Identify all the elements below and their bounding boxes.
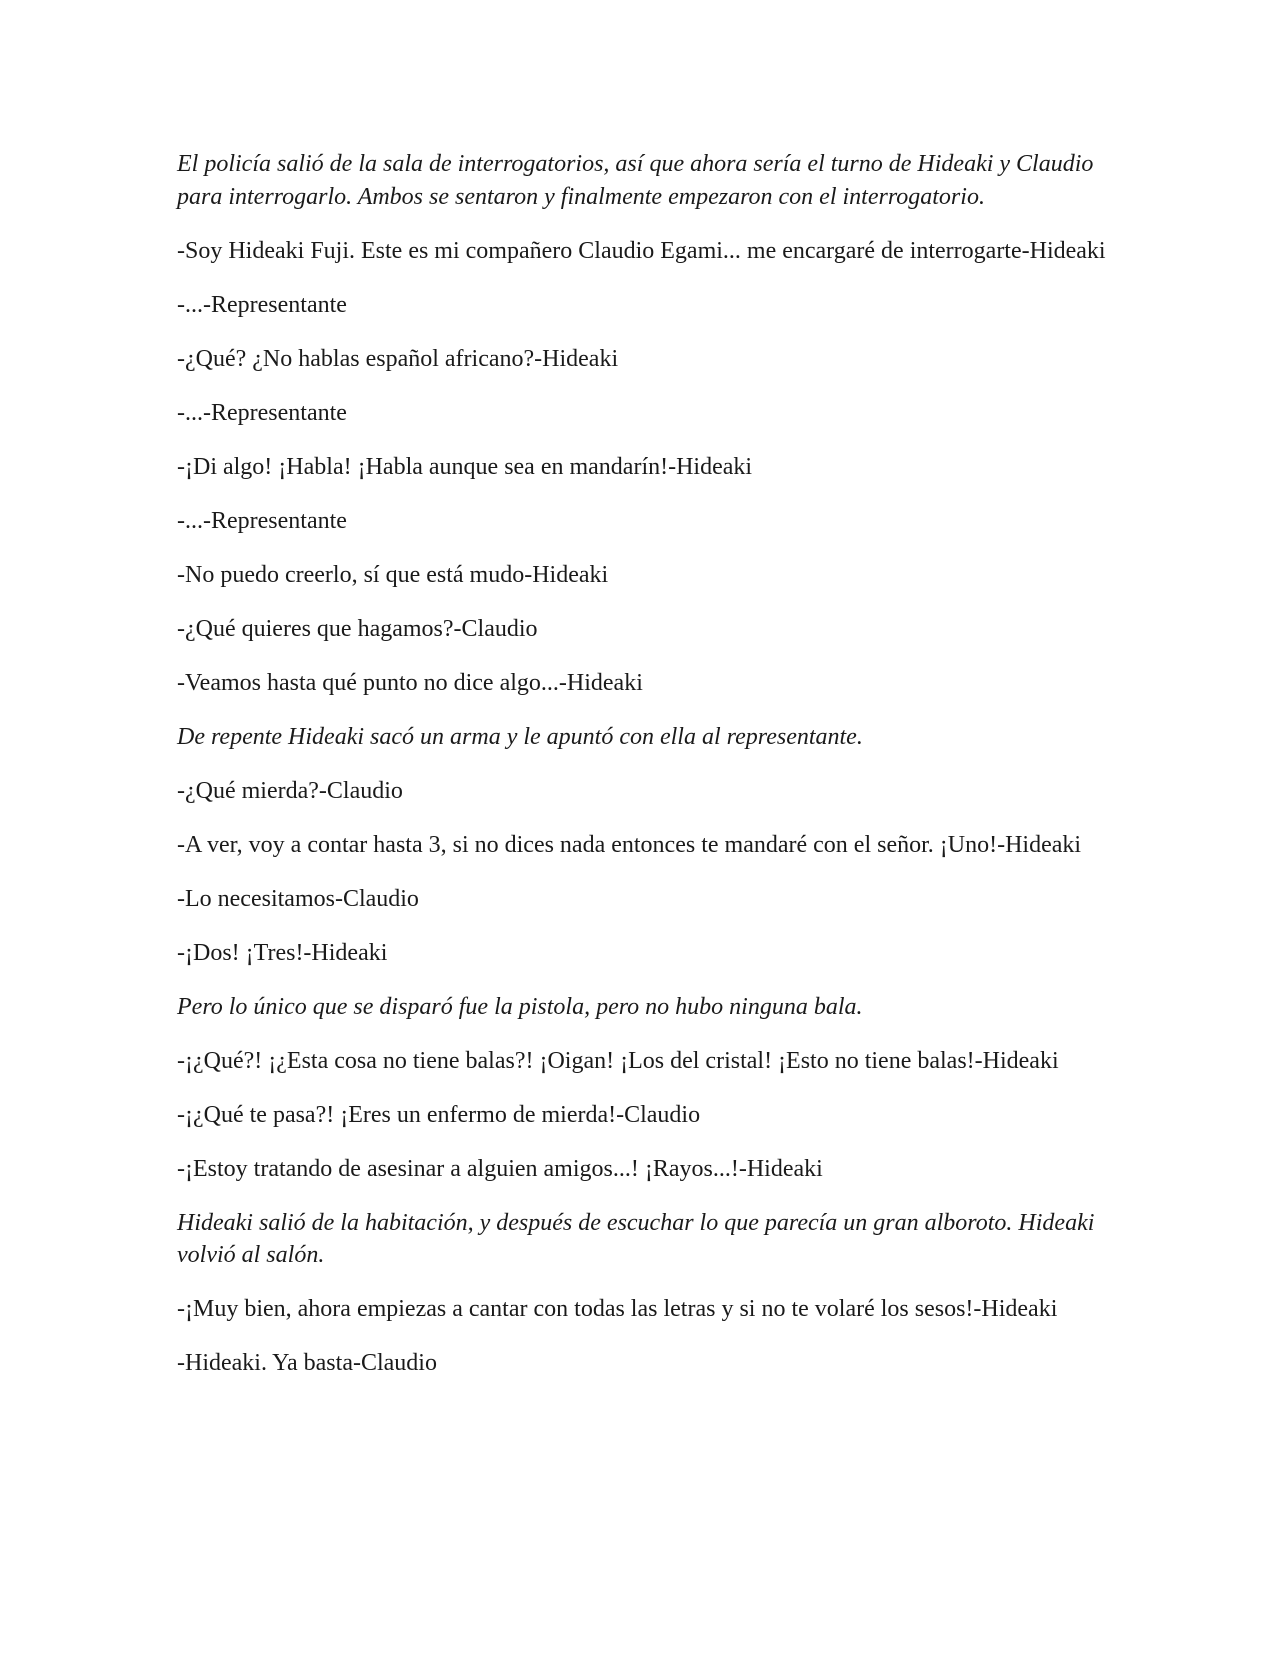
dialogue-line: -Lo necesitamos-Claudio <box>177 885 419 912</box>
dialogue-line: -Soy Hideaki Fuji. Este es mi compañero Claudio Egami... me encargaré de interrogarte-Hideaki <box>177 237 1106 264</box>
narration-paragraph: El policía salió de la sala de interrogatorios, así que ahora sería el turno de Hideaki y Claudio para interrogarlo. Ambos se sentaron y finalmente empezaron con el interrogatorio. <box>177 151 1094 210</box>
dialogue-line: -¡Dos! ¡Tres!-Hideaki <box>177 939 388 966</box>
dialogue-line: -¡¿Qué?! ¡¿Esta cosa no tiene balas?! ¡Oigan! ¡Los del cristal! ¡Esto no tiene balas!-Hideaki <box>177 1047 1059 1074</box>
dialogue-line: -¡Estoy tratando de asesinar a alguien amigos...! ¡Rayos...!-Hideaki <box>177 1155 823 1182</box>
narration-paragraph: Hideaki salió de la habitación, y después de escuchar lo que parecía un gran alboroto. Hideaki volvió al salón. <box>177 1209 1095 1268</box>
dialogue-line: -¡¿Qué te pasa?! ¡Eres un enfermo de mierda!-Claudio <box>177 1101 701 1128</box>
dialogue-line: -Veamos hasta qué punto no dice algo...-Hideaki <box>177 669 643 696</box>
narration-paragraph: De repente Hideaki sacó un arma y le apuntó con ella al representante. <box>177 723 863 750</box>
page-body <box>177 148 1107 1401</box>
dialogue-line: -No puedo creerlo, sí que está mudo-Hideaki <box>177 561 609 588</box>
dialogue-line: -...-Representante <box>177 507 347 534</box>
narration-paragraph: Pero lo único que se disparó fue la pistola, pero no hubo ninguna bala. <box>177 993 863 1020</box>
dialogue-line: -Hideaki. Ya basta-Claudio <box>177 1350 437 1376</box>
dialogue-line: -¿Qué quieres que hagamos?-Claudio <box>177 615 538 642</box>
dialogue-line: -¡Di algo! ¡Habla! ¡Habla aunque sea en mandarín!-Hideaki <box>177 453 753 480</box>
dialogue-line: -...-Representante <box>177 399 347 426</box>
dialogue-line: -A ver, voy a contar hasta 3, si no dices nada entonces te mandaré con el señor. ¡Uno!-Hideaki <box>177 831 1082 858</box>
dialogue-line: -...-Representante <box>177 291 347 318</box>
dialogue-line: -¡Muy bien, ahora empiezas a cantar con todas las letras y si no te volaré los sesos!-Hideaki <box>177 1296 1058 1322</box>
dialogue-line: -¿Qué mierda?-Claudio <box>177 777 403 804</box>
dialogue-line: -¿Qué? ¿No hablas español africano?-Hideaki <box>177 345 619 372</box>
